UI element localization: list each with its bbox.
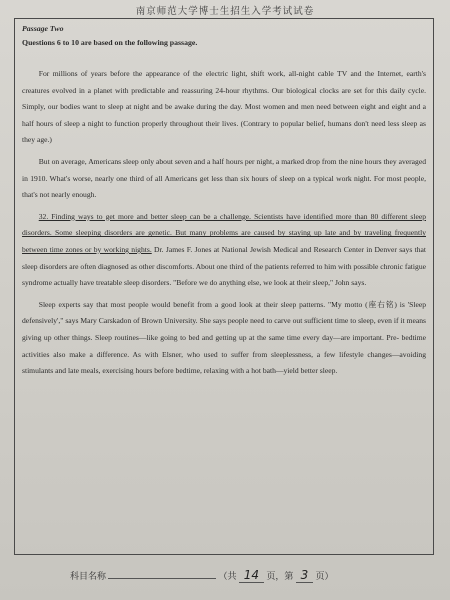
paragraph-3 bbox=[22, 209, 426, 292]
current-page-suffix: 页） bbox=[315, 571, 334, 581]
subject-blank bbox=[108, 568, 216, 579]
passage-content bbox=[22, 22, 426, 380]
paragraph-4: Sleep experts say that most people would benefit from a good look at their sleep patterns. "My motto (座右铭) is 'Sleep defensively'," says Mary Carskadon of Brown University. She says people need to carve out sufficient time to sleep, even if it means giving up other things. Sleep routines—like going to bed and getting up at the same time every day—are important. Pre- bedtime activities also make a difference. As with Elsner, who used to suffer from sleeplessness, a few lifestyle changes—avoiding stimulants and late meals, exercising hours before bedtime, relaxing with a hot bath—yield better sleep. bbox=[22, 299, 426, 376]
paragraph-1: For millions of years before the appearance of the electric light, shift work, all-night cable TV and the Internet, earth's creatures evolved in a planet with predictable and reassuring 24-hour rhythms. Our biological clocks are set for this daily cycle. Simply, our bodies want to sleep at night and be awake during the day. Most women and men need between eight and eight and a half hours of sleep a night to function properly throughout their lives. (Contrary to popular belief, humans don't need less sleep as they age.) bbox=[22, 69, 426, 145]
exam-header: 南京师范大学博士生招生入学考试试卷 bbox=[135, 7, 315, 17]
current-page: 3 bbox=[296, 568, 314, 583]
question-instruction: Questions 6 to 10 are based on the following passage. bbox=[22, 38, 198, 47]
underlined-sentence-32: 32. Finding ways to get more and better sleep can be a challenge. Scientists have identified more than 80 different sleep disorders. Some sleeping disorders are genetic. But many problems are caused by staying up late and by traveling frequently between time zones or by working nights. bbox=[22, 211, 426, 254]
passage-title: Passage Two bbox=[22, 24, 64, 33]
total-pages-prefix: （共 bbox=[218, 571, 237, 581]
total-pages-suffix: 页，第 bbox=[266, 571, 294, 581]
subject-label: 科目名称 bbox=[70, 571, 107, 581]
page-footer bbox=[70, 568, 333, 583]
total-pages: 14 bbox=[239, 568, 264, 583]
paragraph-3-rest: Dr. James F. Jones at National Jewish Medical and Research Center in Denver says that sleep disorders are often diagnosed as other discomforts. About one third of the patients referred to him with possible chronic fatigue syndrome actually have treatable sleep disorders. "Before we do anything else, we look at their sleep," John says. bbox=[22, 244, 426, 288]
paragraph-2: But on average, Americans sleep only about seven and a half hours per night, a marked drop from the nine hours they averaged in 1910. What's worse, nearly one third of all Americans get less than six hours of sleep on a typical work night. For most people, that's not nearly enough. bbox=[22, 156, 426, 200]
